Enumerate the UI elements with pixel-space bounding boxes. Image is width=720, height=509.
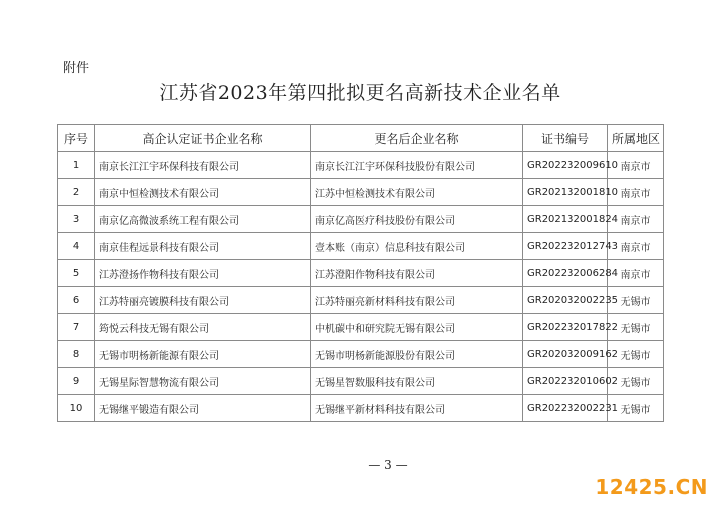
header-index: 序号 [58,125,95,152]
document-title: 江苏省2023年第四批拟更名高新技术企业名单 [159,82,561,104]
row-region: 无锡市 [608,368,664,395]
row-index: 1 [58,152,95,179]
row-new-name: 中机碳中和研究院无锡有限公司 [311,314,523,341]
row-index: 4 [58,233,95,260]
row-new-name: 江苏中恒检测技术有限公司 [311,179,523,206]
row-original-name: 南京中恒检测技术有限公司 [95,179,311,206]
row-new-name: 无锡星智数服科技有限公司 [311,368,523,395]
table-row [58,287,664,314]
row-index: 6 [58,287,95,314]
row-index: 3 [58,206,95,233]
row-index: 10 [58,395,95,422]
header-cert-no: 证书编号 [523,125,608,152]
table-row [58,206,664,233]
header-new-name: 更名后企业名称 [311,125,523,152]
row-region: 南京市 [608,152,664,179]
row-cert-no: GR202132001810 [523,179,608,206]
row-new-name: 南京亿高医疗科技股份有限公司 [311,206,523,233]
row-region: 南京市 [608,206,664,233]
row-region: 无锡市 [608,395,664,422]
row-original-name: 江苏特丽亮镀膜科技有限公司 [95,287,311,314]
watermark-suffix: CN [675,475,708,499]
watermark-dot: . [667,475,676,499]
row-cert-no: GR202032002235 [523,287,608,314]
header-region: 所属地区 [608,125,664,152]
row-cert-no: GR202232009610 [523,152,608,179]
row-cert-no: GR202232012743 [523,233,608,260]
row-original-name: 江苏澄扬作物科技有限公司 [95,260,311,287]
row-index: 5 [58,260,95,287]
row-index: 7 [58,314,95,341]
row-cert-no: GR202032009162 [523,341,608,368]
row-region: 南京市 [608,260,664,287]
row-new-name: 壹本账（南京）信息科技有限公司 [311,233,523,260]
row-region: 无锡市 [608,341,664,368]
table-row [58,395,664,422]
row-original-name: 南京长江江宇环保科技有限公司 [95,152,311,179]
attachment-label: 附件 [63,61,90,76]
row-region: 南京市 [608,233,664,260]
page-number: — 3 — [368,458,408,472]
row-region: 无锡市 [608,314,664,341]
row-new-name: 南京长江江宇环保科技股份有限公司 [311,152,523,179]
row-new-name: 江苏特丽亮新材料科技有限公司 [311,287,523,314]
row-index: 8 [58,341,95,368]
row-new-name: 无锡市明杨新能源股份有限公司 [311,341,523,368]
table-row [58,314,664,341]
row-region: 无锡市 [608,287,664,314]
row-region: 南京市 [608,179,664,206]
row-original-name: 筠悦云科技无锡有限公司 [95,314,311,341]
table-row [58,233,664,260]
table-header-row [58,125,664,152]
table-row [58,341,664,368]
table-row [58,260,664,287]
company-rename-table [57,124,664,422]
row-original-name: 南京佳程远景科技有限公司 [95,233,311,260]
row-original-name: 无锡星际智慧物流有限公司 [95,368,311,395]
row-original-name: 无锡继平锻造有限公司 [95,395,311,422]
row-cert-no: GR202232002231 [523,395,608,422]
row-cert-no: GR202232010602 [523,368,608,395]
row-index: 2 [58,179,95,206]
row-cert-no: GR202232006284 [523,260,608,287]
watermark-number: 12425 [595,475,668,499]
header-original-name: 高企认定证书企业名称 [95,125,311,152]
row-index: 9 [58,368,95,395]
row-new-name: 江苏澄阳作物科技有限公司 [311,260,523,287]
row-original-name: 南京亿高微波系统工程有限公司 [95,206,311,233]
site-watermark [595,475,708,499]
table-row [58,368,664,395]
row-original-name: 无锡市明杨新能源有限公司 [95,341,311,368]
row-new-name: 无锡继平新材料科技有限公司 [311,395,523,422]
row-cert-no: GR202132001824 [523,206,608,233]
row-cert-no: GR202232017822 [523,314,608,341]
table-row [58,152,664,179]
table-row [58,179,664,206]
